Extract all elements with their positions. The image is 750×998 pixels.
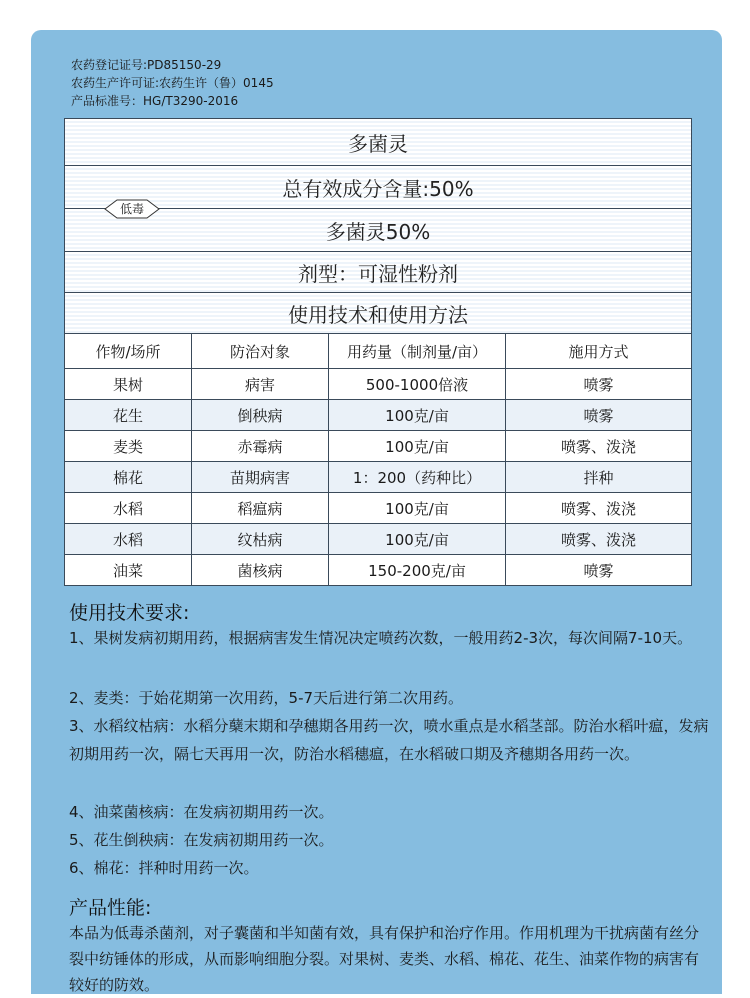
cell-dosage: 1：200（药种比） bbox=[329, 462, 506, 493]
production-license: 农药生产许可证:农药生许（鲁）0145 bbox=[71, 76, 274, 90]
cell-method: 喷雾 bbox=[506, 369, 692, 400]
requirements-title: 使用技术要求: bbox=[69, 602, 190, 624]
table-row bbox=[65, 369, 691, 400]
cell-crop: 棉花 bbox=[65, 462, 192, 493]
registration-number: 农药登记证号:PD85150-29 bbox=[71, 58, 222, 72]
cell-dosage: 100克/亩 bbox=[329, 431, 506, 462]
table-row bbox=[65, 431, 691, 462]
header-dosage: 用药量（制剂量/亩） bbox=[329, 334, 506, 369]
cell-crop: 麦类 bbox=[65, 431, 192, 462]
ingredient: 多菌灵50% bbox=[65, 209, 691, 252]
active-content: 总有效成分含量:50% bbox=[65, 166, 691, 209]
dosage-table-header bbox=[65, 334, 691, 369]
performance-text: 本品为低毒杀菌剂，对子囊菌和半知菌有效，具有保护和治疗作用。作用机理为干扰病菌有丝分裂中纺锤体的形成，从而影响细胞分裂。对果树、麦类、水稻、棉花、花生、油菜作物的病害有较好的防效。 bbox=[69, 924, 700, 994]
table-row bbox=[65, 555, 691, 586]
product-name: 多菌灵 bbox=[65, 119, 691, 166]
cell-target: 纹枯病 bbox=[192, 524, 329, 555]
formulation: 剂型：可湿性粉剂 bbox=[65, 252, 691, 293]
registration-info bbox=[71, 56, 274, 110]
table-row bbox=[65, 462, 691, 493]
table-row bbox=[65, 400, 691, 431]
product-standard: 产品标准号：HG/T3290-2016 bbox=[71, 94, 239, 108]
header-crop: 作物/场所 bbox=[65, 334, 192, 369]
cell-method: 拌种 bbox=[506, 462, 692, 493]
requirement-item-4: 4、油菜菌核病：在发病初期用药一次。 bbox=[69, 803, 334, 821]
cell-target: 病害 bbox=[192, 369, 329, 400]
cell-crop: 水稻 bbox=[65, 524, 192, 555]
cell-crop: 果树 bbox=[65, 369, 192, 400]
cell-target: 稻瘟病 bbox=[192, 493, 329, 524]
cell-dosage: 100克/亩 bbox=[329, 493, 506, 524]
cell-target: 菌核病 bbox=[192, 555, 329, 586]
dosage-table bbox=[65, 334, 691, 585]
requirement-item-2: 2、麦类：于始花期第一次用药，5-7天后进行第二次用药。 bbox=[69, 689, 464, 707]
cell-crop: 花生 bbox=[65, 400, 192, 431]
requirement-item-1: 1、果树发病初期用药，根据病害发生情况决定喷药次数，一般用药2-3次，每次间隔7-10天。 bbox=[69, 629, 693, 647]
cell-crop: 油菜 bbox=[65, 555, 192, 586]
product-info-table bbox=[64, 118, 692, 586]
cell-method: 喷雾 bbox=[506, 400, 692, 431]
header-method: 施用方式 bbox=[506, 334, 692, 369]
usage-header: 使用技术和使用方法 bbox=[65, 293, 691, 334]
cell-target: 倒秧病 bbox=[192, 400, 329, 431]
cell-dosage: 500-1000倍液 bbox=[329, 369, 506, 400]
low-toxicity-badge bbox=[103, 197, 161, 221]
requirement-item-3: 3、水稻纹枯病：水稻分蘖末期和孕穗期各用药一次，喷水重点是水稻茎部。防治水稻叶瘟，发病初期用药一次，隔七天再用一次，防治水稻穗瘟，在水稻破口期及齐穗期各用药一次。 bbox=[69, 717, 709, 763]
cell-dosage: 100克/亩 bbox=[329, 400, 506, 431]
cell-method: 喷雾、泼浇 bbox=[506, 431, 692, 462]
table-row bbox=[65, 493, 691, 524]
cell-target: 赤霉病 bbox=[192, 431, 329, 462]
cell-target: 苗期病害 bbox=[192, 462, 329, 493]
header-target: 防治对象 bbox=[192, 334, 329, 369]
requirement-item-5: 5、花生倒秧病：在发病初期用药一次。 bbox=[69, 831, 334, 849]
cell-dosage: 150-200克/亩 bbox=[329, 555, 506, 586]
cell-method: 喷雾 bbox=[506, 555, 692, 586]
cell-crop: 水稻 bbox=[65, 493, 192, 524]
cell-method: 喷雾、泼浇 bbox=[506, 493, 692, 524]
table-row bbox=[65, 524, 691, 555]
cell-dosage: 100克/亩 bbox=[329, 524, 506, 555]
performance-title: 产品性能: bbox=[69, 897, 152, 919]
low-toxicity-text: 低毒 bbox=[119, 202, 144, 216]
cell-method: 喷雾、泼浇 bbox=[506, 524, 692, 555]
requirement-item-6: 6、棉花：拌种时用药一次。 bbox=[69, 859, 259, 877]
